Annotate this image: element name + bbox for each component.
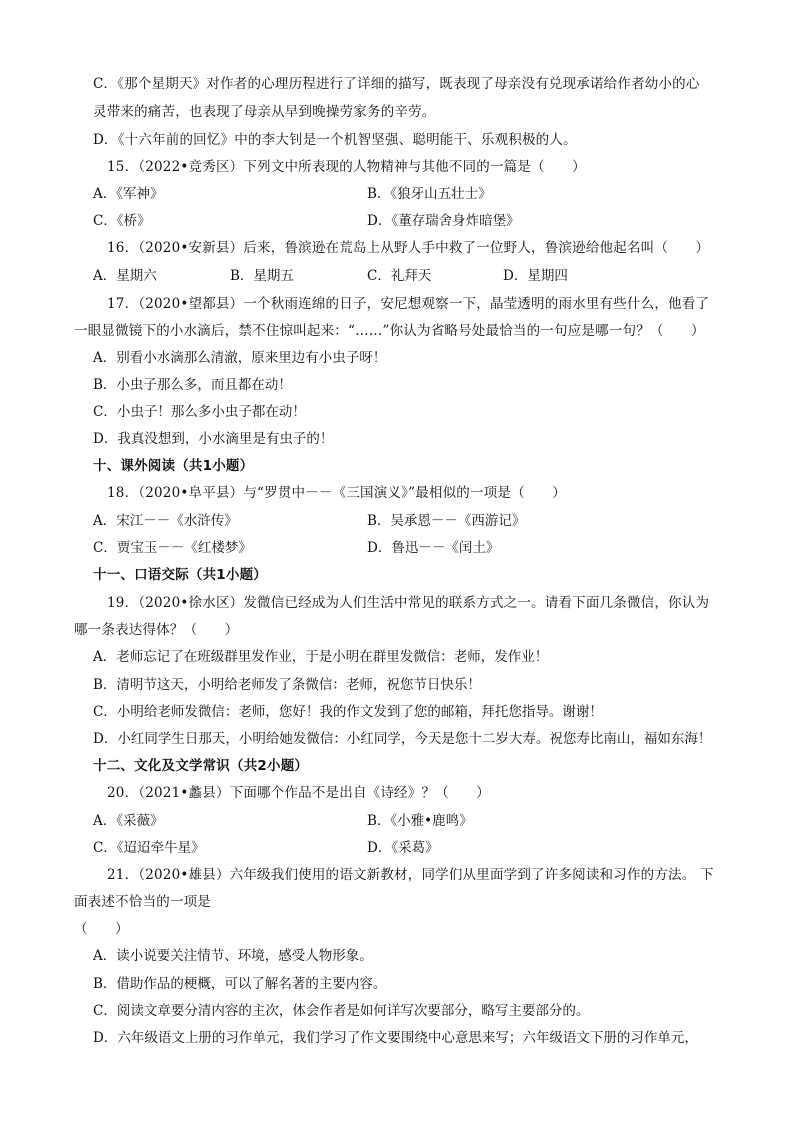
q18-option-b: B．吴承恩－－《西游记》 <box>367 513 526 529</box>
q15-option-c: C．《桥》 <box>93 213 151 229</box>
q20-option-c: C．《迢迢牵牛星》 <box>93 840 205 856</box>
q18-option-d: D．鲁迅－－《闰土》 <box>367 540 500 556</box>
q19-option-d: D．小红同学生日那天，小明给她发微信：小红同学，今天是您十二岁大寿。祝您寿比南山，福如东海！ <box>93 731 712 747</box>
q21-option-b: B．借助作品的梗概，可以了解名著的主要内容。 <box>93 976 387 992</box>
q21-option-d: D．六年级语文上册的习作单元，我们学习了作文要围绕中心意思来写；六年级语文下册的习作单元， <box>93 1030 698 1046</box>
q15-option-a: A．《军神》 <box>93 186 164 202</box>
q19-option-c: C．小明给老师发微信：老师，您好！我的作文发到了您的邮箱，拜托您指导。谢谢！ <box>93 704 603 720</box>
q14-option-c-line2: 灵带来的痛苦，也表现了母亲从早到晚操劳家务的辛劳。 <box>93 104 436 120</box>
q17-stem-line2: 一眼显微镜下的小水滴后，禁不住惊叫起来：“……”你认为省略号处最恰当的一句应是哪一句？（ ） <box>74 323 705 339</box>
q21-option-a: A．读小说要关注情节、环境，感受人物形象。 <box>93 948 373 964</box>
q14-option-c-line1: C．《那个星期天》对作者的心理历程进行了详细的描写，既表现了母亲没有兑现承诺给作者幼小的心 <box>93 76 700 92</box>
q20-option-a: A．《采薇》 <box>93 813 164 829</box>
q15-stem: 15．（2022•竞秀区）下列文中所表现的人物精神与其他不同的一篇是（ ） <box>107 159 586 175</box>
q17-option-a: A．别看小水滴那么清澈，原来里边有小虫子呀！ <box>93 350 387 366</box>
q17-option-b: B．小虫子那么多，而且都在动！ <box>93 377 292 393</box>
section-heading-11: 十一、口语交际（共1小题） <box>93 567 267 583</box>
q17-stem-line1: 17．（2020•望都县）一个秋雨连绵的日子，安尼想观察一下，晶莹透明的雨水里有些什么，他看了 <box>107 296 710 312</box>
q21-stem-line2: 面表述不恰当的一项是 <box>74 894 211 910</box>
q21-option-c: C．阅读文章要分清内容的主次，体会作者是如何详写次要部分，略写主要部分的。 <box>93 1003 590 1019</box>
q18-option-c: C．贾宝玉－－《红楼梦》 <box>93 540 252 556</box>
q20-stem: 20．（2021•蠡县）下面哪个作品不是出自《诗经》？（ ） <box>107 785 490 801</box>
q21-stem-line1: 21．（2020•雄县）六年级我们使用的语文新教材，同学们从里面学到了许多阅读和习作的方法。 下 <box>107 867 714 883</box>
q16-stem: 16．（2020•安新县）后来，鲁滨逊在荒岛上从野人手中救了一位野人，鲁滨逊给他起名叫（ ） <box>107 240 710 256</box>
q18-stem: 18．（2020•阜平县）与“罗贯中－－《三国演义》”最相似的一项是（ ） <box>107 485 566 501</box>
q17-option-d: D．我真没想到，小水滴里是有虫子的！ <box>93 431 334 447</box>
q19-stem-line1: 19．（2020•徐水区）发微信已经成为人们生活中常见的联系方式之一。请看下面几条微信，你认为 <box>107 595 710 611</box>
q15-option-b: B．《狼牙山五壮士》 <box>367 186 492 202</box>
q20-option-b: B．《小雅•鹿鸣》 <box>367 813 473 829</box>
q20-option-d: D．《采葛》 <box>367 840 439 856</box>
section-heading-10: 十、课外阅读（共1小题） <box>93 458 254 474</box>
q18-option-a: A．宋江－－《水浒传》 <box>93 513 238 529</box>
q16-option-c: C．礼拜天 <box>367 268 432 284</box>
q17-option-c: C．小虫子！那么多小虫子都在动！ <box>93 404 306 420</box>
q21-answer-bracket: （ ） <box>74 921 129 937</box>
q19-stem-line2: 哪一条表达得体？（ ） <box>74 622 239 638</box>
q19-option-b: B．清明节这天，小明给老师发了条微信：老师，祝您节日快乐！ <box>93 677 481 693</box>
q16-option-b: B．星期五 <box>230 268 294 284</box>
q14-option-d: D．《十六年前的回忆》中的李大钊是一个机智坚强、聪明能干、乐观积极的人。 <box>93 132 577 148</box>
q19-option-a: A．老师忘记了在班级群里发作业，于是小明在群里发微信：老师，发作业！ <box>93 649 549 665</box>
section-heading-12: 十二、文化及文学常识（共2小题） <box>93 758 309 774</box>
q16-option-a: A．星期六 <box>93 268 157 284</box>
q16-option-d: D．星期四 <box>503 268 568 284</box>
q15-option-d: D．《董存瑞舍身炸暗堡》 <box>367 213 520 229</box>
